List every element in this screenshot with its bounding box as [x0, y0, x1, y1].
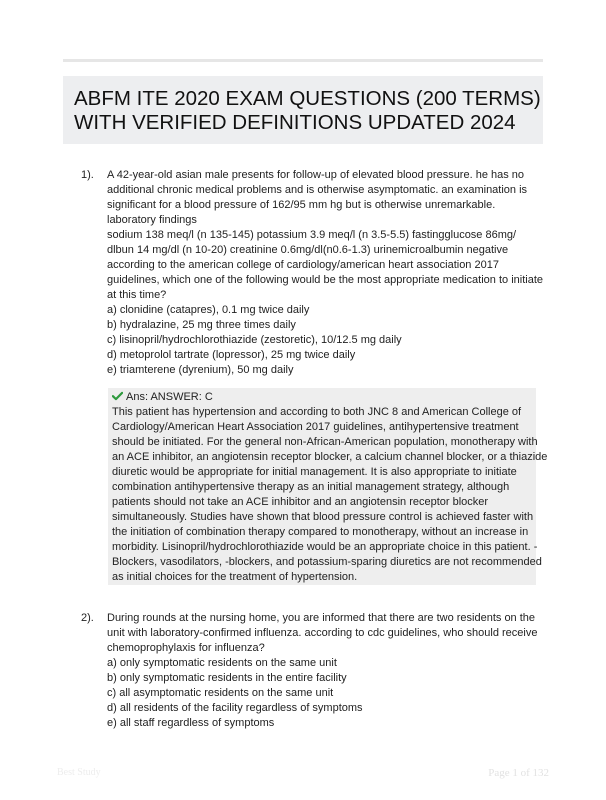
check-icon [112, 391, 123, 401]
question-stem-line: A 42-year-old asian male presents for follow-up of elevated blood pressure. he has no [107, 169, 525, 181]
answer-explanation-line: patients should not take an ACE inhibitor and an angiotensin receptor blocker [112, 496, 489, 508]
answer-option-d: d) all residents of the facility regardless of symptoms [107, 702, 363, 714]
answer-explanation-line: an ACE inhibitor, an angiotensin receptor blocker, a calcium channel blocker, or a thiazide [112, 451, 548, 463]
question-number: 1). [81, 169, 94, 181]
answer-explanation-line: Cardiology/American Heart Association 2017 guidelines, antihypertensive treatment [112, 421, 519, 433]
question-body [107, 611, 541, 731]
title-line: ABFM ITE 2020 EXAM QUESTIONS (200 TERMS) [74, 87, 541, 110]
answer-heading-text: Ans: ANSWER: C [126, 391, 213, 403]
title-banner [63, 76, 543, 144]
answer-option-a: a) only symptomatic residents on the same unit [107, 657, 337, 669]
answer-explanation-line: This patient has hypertension and according to both JNC 8 and American College of [112, 406, 522, 418]
watermark-text: Best Study [57, 767, 101, 778]
answer-option-c: c) all asymptomatic residents on the same unit [107, 687, 334, 699]
question-stem-line: additional chronic medical problems and is otherwise asymptomatic. an examination is [107, 184, 528, 196]
question-stem-line: chemoprophylaxis for influenza? [107, 642, 265, 654]
answer-explanation-line: should be initiated. For the general non-African-American population, monotherapy with [112, 436, 538, 448]
question-body [107, 168, 541, 378]
answer-option-e: e) all staff regardless of symptoms [107, 717, 275, 729]
answer-option-a: a) clonidine (catapres), 0.1 mg twice daily [107, 304, 310, 316]
answer-explanation-line: Blockers, vasodilators, -blockers, and potassium-sparing diuretics are not recommended [112, 556, 542, 568]
answer-explanation-line: simultaneously. Studies have shown that blood pressure control is achieved faster with [112, 511, 534, 523]
answer-option-d: d) metoprolol tartrate (lopressor), 25 mg twice daily [107, 349, 356, 361]
answer-heading [112, 390, 531, 405]
page-indicator: Page 1 of 132 [488, 767, 549, 779]
title-line: WITH VERIFIED DEFINITIONS UPDATED 2024 [74, 111, 516, 134]
question-stem-line: according to the american college of cardiology/american heart association 2017 [107, 259, 499, 271]
answer-option-b: b) only symptomatic residents in the entire facility [107, 672, 347, 684]
top-divider [63, 59, 543, 62]
question-stem-line: During rounds at the nursing home, you are informed that there are two residents on the [107, 612, 536, 624]
question-stem-line: significant for a blood pressure of 162/95 mm hg but is otherwise unremarkable. [107, 199, 496, 211]
question-stem-line: laboratory findings [107, 214, 197, 226]
answer-explanation-line: morbidity. Lisinopril/hydrochlorothiazide would be an appropriate choice in this patient. - [112, 541, 538, 553]
answer-option-c: c) lisinopril/hydrochlorothiazide (zestoretic), 10/12.5 mg daily [107, 334, 402, 346]
question-stem-line: guidelines, which one of the following would be the most appropriate medication to initiate [107, 274, 543, 286]
question-stem-line: at this time? [107, 289, 167, 301]
question-stem-line: sodium 138 meq/l (n 135-145) potassium 3.9 meq/l (n 3.5-5.5) fastingglucose 86mg/ [107, 229, 517, 241]
answer-option-b: b) hydralazine, 25 mg three times daily [107, 319, 296, 331]
answer-explanation-line: diuretic would be appropriate for initial management. It is also appropriate to initiate [112, 466, 517, 478]
answer-explanation-line: the initiation of combination therapy compared to monotherapy, without an increase in [112, 526, 529, 538]
question-stem-line: unit with laboratory-confirmed influenza. according to cdc guidelines, who should receive [107, 627, 538, 639]
answer-box [108, 388, 548, 585]
question-stem-line: dlbun 14 mg/dl (n 10-20) creatinine 0.6mg/dl(n0.6-1.3) urinemicroalbumin negative [107, 244, 509, 256]
answer-option-e: e) triamterene (dyrenium), 50 mg daily [107, 364, 294, 376]
question-number: 2). [81, 612, 94, 624]
document-title [74, 87, 541, 135]
answer-explanation-line: as initial choices for the treatment of hypertension. [112, 571, 358, 583]
answer-explanation-line: combination antihypertensive therapy as an initial management strategy, although [112, 481, 510, 493]
